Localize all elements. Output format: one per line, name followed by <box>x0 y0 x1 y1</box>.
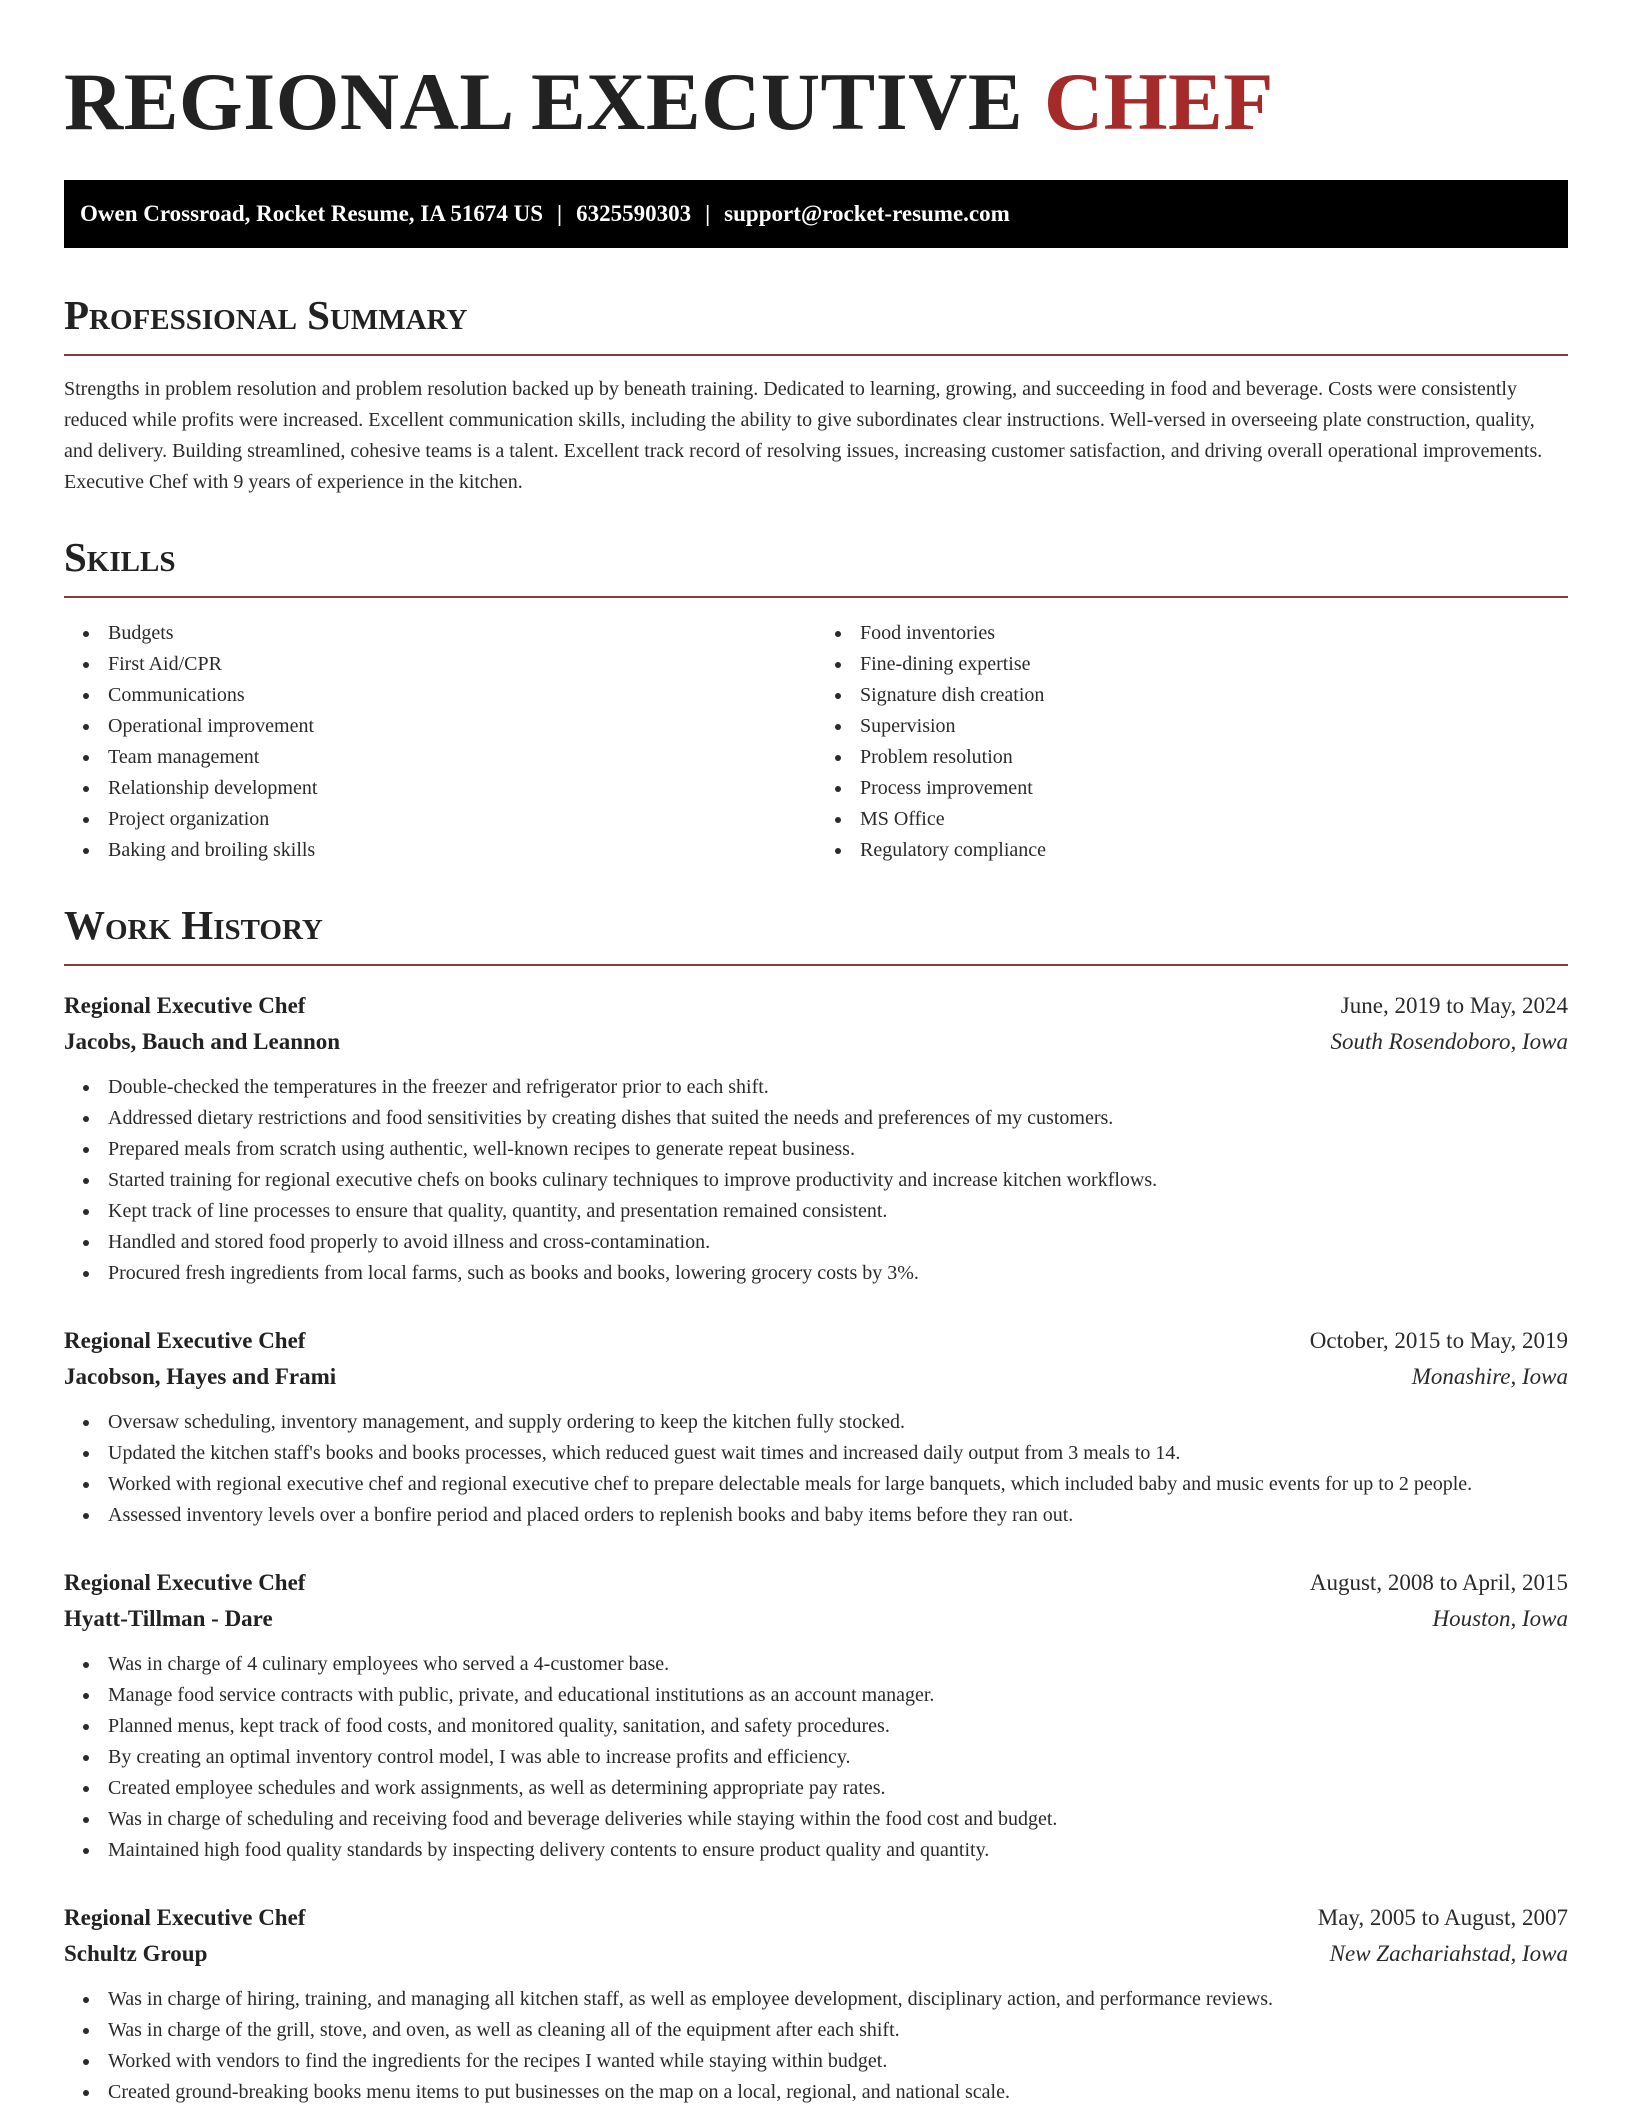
skill-item: Process improvement <box>860 773 1568 804</box>
skill-item: Food inventories <box>860 618 1568 649</box>
section-divider <box>64 964 1568 966</box>
job-list <box>64 988 1568 2108</box>
job-title: Regional Executive Chef <box>64 1328 306 1353</box>
job-subheader-row <box>64 1024 1568 1060</box>
skill-item: Baking and broiling skills <box>108 835 816 866</box>
contact-phone: 6325590303 <box>576 201 692 226</box>
contact-address: Owen Crossroad, Rocket Resume, IA 51674 US <box>80 201 543 226</box>
job-header-row <box>64 1900 1568 1936</box>
skills-heading: Skills <box>64 534 176 580</box>
job-bullet: Oversaw scheduling, inventory management, and supply ordering to keep the kitchen fully stocked. <box>108 1407 1568 1438</box>
job-bullet: Worked with regional executive chef and regional executive chef to prepare delectable meals for large banquets, which included baby and music events for up to 2 people. <box>108 1469 1568 1500</box>
job-subheader-row <box>64 1936 1568 1972</box>
job-bullet: Was in charge of 4 culinary employees who served a 4-customer base. <box>108 1649 1568 1680</box>
skill-item: Supervision <box>860 711 1568 742</box>
job-bullets <box>64 1984 1568 2108</box>
job-bullet: Prepared meals from scratch using authentic, well-known recipes to generate repeat business. <box>108 1134 1568 1165</box>
skills-column-left <box>64 618 816 866</box>
skill-item: Regulatory compliance <box>860 835 1568 866</box>
job-bullets <box>64 1407 1568 1531</box>
job-bullet: Maintained high food quality standards by inspecting delivery contents to ensure product quality and quantity. <box>108 1835 1568 1866</box>
job-location: New Zachariahstad, Iowa <box>1329 1941 1568 1966</box>
skill-item: First Aid/CPR <box>108 649 816 680</box>
skill-item: Project organization <box>108 804 816 835</box>
job-location: Houston, Iowa <box>1432 1606 1568 1631</box>
summary-section <box>64 290 1568 498</box>
skill-item: Operational improvement <box>108 711 816 742</box>
job-bullet: Started training for regional executive chefs on books culinary techniques to improve productivity and increase kitchen workflows. <box>108 1165 1568 1196</box>
contact-email: support@rocket-resume.com <box>724 201 1010 226</box>
job-dates: August, 2008 to April, 2015 <box>1309 1570 1568 1595</box>
job-title: Regional Executive Chef <box>64 993 306 1018</box>
job-bullet: Was in charge of scheduling and receiving food and beverage deliveries while staying within the food cost and budget. <box>108 1804 1568 1835</box>
contact-bar <box>64 180 1568 248</box>
job-header-row <box>64 1565 1568 1601</box>
job-bullet: Worked with vendors to find the ingredients for the recipes I wanted while staying within budget. <box>108 2046 1568 2077</box>
job-entry <box>64 988 1568 1289</box>
work-history-heading: Work History <box>64 902 323 948</box>
job-company: Jacobson, Hayes and Frami <box>64 1364 337 1389</box>
job-subheader-row <box>64 1359 1568 1395</box>
job-location: South Rosendoboro, Iowa <box>1330 1029 1568 1054</box>
skill-item: Problem resolution <box>860 742 1568 773</box>
job-bullet: By creating an optimal inventory control model, I was able to increase profits and efficiency. <box>108 1742 1568 1773</box>
job-title: Regional Executive Chef <box>64 1905 306 1930</box>
skill-item: Communications <box>108 680 816 711</box>
title-accent: CHEF <box>1044 56 1274 147</box>
job-bullets <box>64 1649 1568 1866</box>
job-bullets <box>64 1072 1568 1289</box>
resume-title <box>64 52 1568 152</box>
skill-item: Budgets <box>108 618 816 649</box>
skills-grid <box>64 618 1568 866</box>
work-history-section <box>64 900 1568 2108</box>
job-title: Regional Executive Chef <box>64 1570 306 1595</box>
skills-section <box>64 532 1568 866</box>
job-header-row <box>64 1323 1568 1359</box>
job-bullet: Was in charge of the grill, stove, and oven, as well as cleaning all of the equipment after each shift. <box>108 2015 1568 2046</box>
skill-item: MS Office <box>860 804 1568 835</box>
job-bullet: Addressed dietary restrictions and food sensitivities by creating dishes that suited the needs and preferences of my customers. <box>108 1103 1568 1134</box>
job-bullet: Handled and stored food properly to avoid illness and cross-contamination. <box>108 1227 1568 1258</box>
contact-separator: | <box>705 201 711 226</box>
skill-item: Signature dish creation <box>860 680 1568 711</box>
job-bullet: Created ground-breaking books menu items to put businesses on the map on a local, regional, and national scale. <box>108 2077 1568 2108</box>
job-location: Monashire, Iowa <box>1411 1364 1568 1389</box>
job-dates: October, 2015 to May, 2019 <box>1309 1328 1568 1353</box>
job-entry <box>64 1323 1568 1531</box>
job-header-row <box>64 988 1568 1024</box>
job-bullet: Assessed inventory levels over a bonfire period and placed orders to replenish books and baby items before they ran out. <box>108 1500 1568 1531</box>
section-divider <box>64 354 1568 356</box>
job-bullet: Manage food service contracts with public, private, and educational institutions as an account manager. <box>108 1680 1568 1711</box>
job-bullet: Updated the kitchen staff's books and books processes, which reduced guest wait times and increased daily output from 3 meals to 14. <box>108 1438 1568 1469</box>
job-entry <box>64 1565 1568 1866</box>
job-bullet: Was in charge of hiring, training, and managing all kitchen staff, as well as employee development, disciplinary action, and performance reviews. <box>108 1984 1568 2015</box>
job-dates: May, 2005 to August, 2007 <box>1317 1905 1568 1930</box>
section-divider <box>64 596 1568 598</box>
skill-item: Team management <box>108 742 816 773</box>
job-bullet: Kept track of line processes to ensure that quality, quantity, and presentation remained consistent. <box>108 1196 1568 1227</box>
job-company: Jacobs, Bauch and Leannon <box>64 1029 341 1054</box>
job-bullet: Planned menus, kept track of food costs, and monitored quality, sanitation, and safety procedures. <box>108 1711 1568 1742</box>
job-company: Hyatt-Tillman - Dare <box>64 1606 273 1631</box>
job-dates: June, 2019 to May, 2024 <box>1340 993 1568 1018</box>
skill-item: Relationship development <box>108 773 816 804</box>
job-bullet: Procured fresh ingredients from local farms, such as books and books, lowering grocery costs by 3%. <box>108 1258 1568 1289</box>
job-bullet: Created employee schedules and work assignments, as well as determining appropriate pay rates. <box>108 1773 1568 1804</box>
contact-separator: | <box>557 201 563 226</box>
title-main: REGIONAL EXECUTIVE <box>64 56 1024 147</box>
job-subheader-row <box>64 1601 1568 1637</box>
summary-text: Strengths in problem resolution and problem resolution backed up by beneath training. Dedicated to learning, growing, and succeeding in food and beverage. Costs were consistently reduced while profits were increased. Excellent communication skills, including the ability to give subordinates clear instructions. Well-versed in overseeing plate construction, quality, and delivery. Building streamlined, cohesive teams is a talent. Excellent track record of resolving issues, increasing customer satisfaction, and driving overall operational improvements. Executive Chef with 9 years of experience in the kitchen. <box>64 378 1543 493</box>
job-bullet: Double-checked the temperatures in the freezer and refrigerator prior to each shift. <box>108 1072 1568 1103</box>
skill-item: Fine-dining expertise <box>860 649 1568 680</box>
job-entry <box>64 1900 1568 2108</box>
job-company: Schultz Group <box>64 1941 208 1966</box>
skills-column-right <box>816 618 1568 866</box>
summary-heading: Professional Summary <box>64 292 468 338</box>
